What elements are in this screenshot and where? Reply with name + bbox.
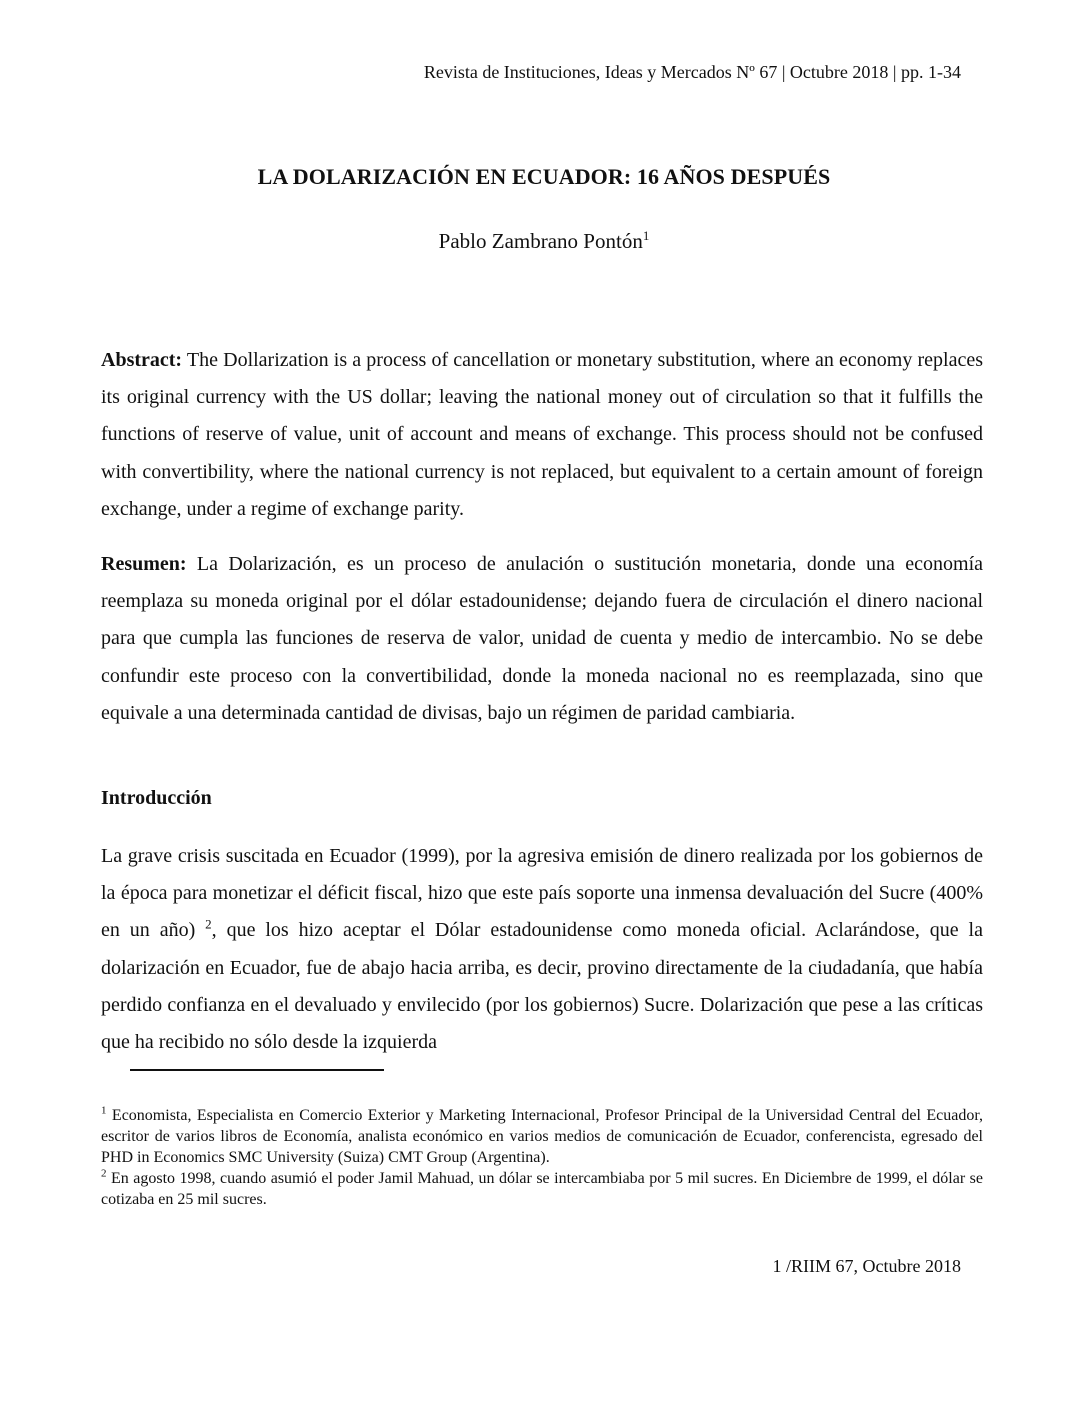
footnote-2-text: En agosto 1998, cuando asumió el poder Jamil Mahuad, un dólar se intercambiaba por 5 mil sucres. En Diciembre de 1999, el dólar se cotizaba en 25 mil sucres. <box>101 1170 983 1208</box>
footnote-1-text: Economista, Especialista en Comercio Exterior y Marketing Internacional, Profesor Principal de la Universidad Central del Ecuador, escritor de varios libros de Economía, analista económico en varios medios de comunicación de Ecuador, conferencista, egresado del PHD in Economics SMC University (Suiza) CMT Group (Argentina). <box>101 1107 983 1166</box>
introduccion-footnote-mark[interactable]: 2 <box>205 916 212 932</box>
author-footnote-mark[interactable]: 1 <box>642 228 650 243</box>
footnotes <box>101 1105 983 1210</box>
abstract-text: The Dollarization is a process of cancellation or monetary substitution, where an economy replaces its original currency with the US dollar; leaving the national money out of circulation so that it fulfills the functions of reserve of value, unit of account and means of exchange. This process should not be confused with convertibility, where the national currency is not replaced, but equivalent to a certain amount of foreign exchange, under a regime of exchange parity. <box>101 349 983 520</box>
resumen-text: La Dolarización, es un proceso de anulación o sustitución monetaria, donde una economía reemplaza su moneda original por el dólar estadounidense; dejando fuera de circulación el dinero nacional para que cumpla las funciones de reserva de valor, unidad de cuenta y medio de intercambio. No se debe confundir este proceso con la convertibilidad, donde la moneda nacional no es reemplazada, sino que equivale a una determinada cantidad de divisas, bajo un régimen de paridad cambiaria. <box>101 553 983 724</box>
introduccion-text-part1: La grave crisis suscitada en Ecuador (1999), por la agresiva emisión de dinero realizada por los gobiernos de la época para monetizar el déficit fiscal, hizo que este país soporte una inmensa devaluación del Sucre (400% en un año) <box>101 845 983 942</box>
abstract-paragraph <box>101 342 983 528</box>
article-title: LA DOLARIZACIÓN EN ECUADOR: 16 AÑOS DESPUÉS <box>257 164 831 189</box>
resumen-paragraph <box>101 546 983 732</box>
footnote-2 <box>101 1168 983 1210</box>
abstract-label: Abstract: <box>101 349 183 371</box>
resumen-label: Resumen: <box>101 553 187 575</box>
introduccion-text-part2: , que los hizo aceptar el Dólar estadounidense como moneda oficial. Aclarándose, que la dolarización en Ecuador, fue de abajo hacia arriba, es decir, provino directamente de la ciudadanía, que había perdido confianza en el devaluado y envilecido (por los gobiernos) Sucre. Dolarización que pese a las críticas que ha recibido no sólo desde la izquierda <box>101 919 983 1054</box>
footnote-2-mark: 2 <box>101 1167 107 1180</box>
section-heading-introduccion: Introducción <box>101 787 212 809</box>
footnote-1 <box>101 1105 983 1168</box>
author-name: Pablo Zambrano Pontón <box>438 229 643 253</box>
page-footer: 1 /RIIM 67, Octubre 2018 <box>772 1256 961 1276</box>
footnote-divider <box>130 1069 384 1071</box>
introduccion-paragraph <box>101 838 983 1061</box>
footnote-1-mark: 1 <box>101 1104 107 1117</box>
running-header: Revista de Instituciones, Ideas y Mercados Nº 67 | Octubre 2018 | pp. 1-34 <box>423 62 961 82</box>
author-line <box>0 229 1088 254</box>
